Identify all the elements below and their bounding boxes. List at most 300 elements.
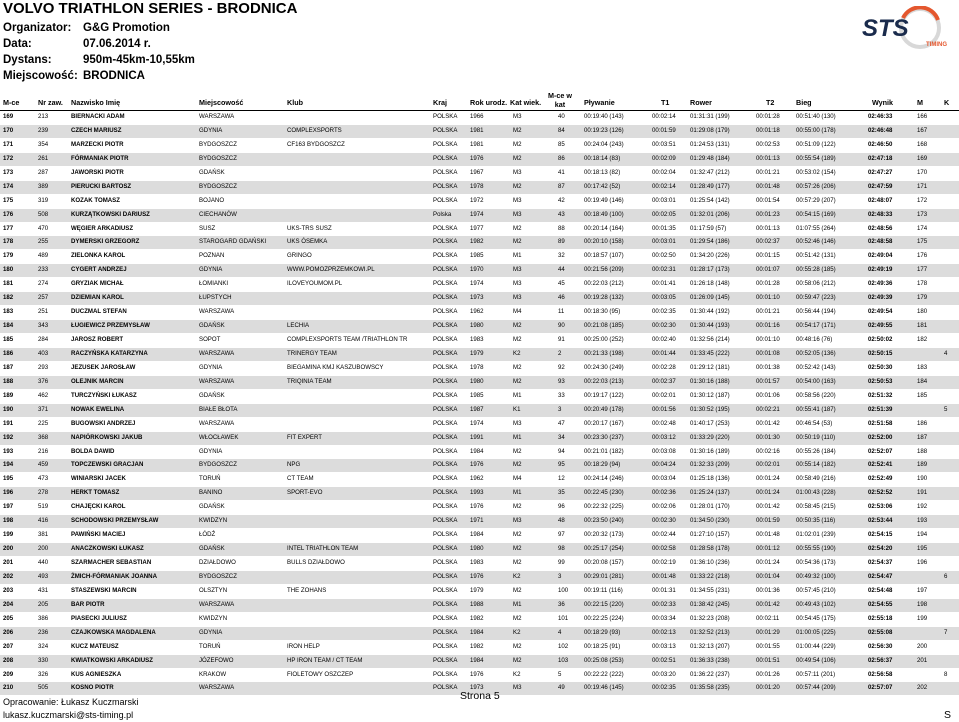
cell-run: 00:49:32 (100) (796, 572, 836, 580)
table-row (0, 209, 959, 223)
cell-result: 02:49:19 (868, 266, 893, 274)
cell-t2: 00:01:10 (756, 336, 780, 343)
cell-bike: 01:32:23 (208) (690, 614, 730, 622)
cell-category: M1 (513, 391, 522, 399)
header-category: Kat wiek. (510, 98, 542, 107)
cell-bib: 255 (38, 238, 49, 246)
cell-men-place: 182 (917, 336, 928, 343)
cell-place: 197 (3, 503, 14, 511)
cell-country: POLSKA (433, 322, 458, 330)
cell-category-place: 42 (558, 196, 565, 204)
cell-bike: 01:30:16 (189) (690, 447, 730, 455)
cell-result: 02:54:37 (868, 559, 893, 566)
cell-city: JÓZEFOWO (199, 656, 234, 664)
cell-category: M2 (513, 363, 522, 371)
cell-city: GDAŃSK (199, 168, 225, 176)
cell-place: 196 (3, 489, 14, 497)
cell-t2: 00:01:42 (756, 600, 780, 608)
cell-year: 1985 (470, 252, 484, 260)
cell-result: 02:57:07 (868, 684, 893, 692)
cell-name: RACZYŃSKA KATARZYNA (71, 349, 148, 357)
cell-result: 02:54:15 (868, 531, 893, 539)
cell-result: 02:55:18 (868, 614, 893, 622)
cell-category: M3 (513, 294, 522, 302)
cell-category: M2 (513, 503, 522, 511)
cell-place: 194 (3, 461, 14, 469)
cell-category: M1 (513, 252, 522, 260)
cell-club: GRINGO (287, 252, 312, 260)
cell-t2: 00:01:10 (756, 294, 780, 302)
cell-t2: 00:01:04 (756, 572, 780, 580)
cell-place: 187 (3, 363, 14, 371)
cell-t2: 00:01:48 (756, 182, 780, 190)
table-row (0, 139, 959, 153)
cell-club: HP IRON TEAM / CT TEAM (287, 656, 363, 664)
cell-year: 1976 (470, 572, 484, 580)
header-country: Kraj (433, 98, 447, 107)
cell-bib: 216 (38, 447, 49, 455)
results-table (0, 111, 959, 696)
cell-category-place: 45 (558, 280, 565, 288)
cell-club: INTEL TRIATHLON TEAM (287, 545, 359, 553)
cell-bike: 01:28:17 (173) (690, 266, 730, 274)
cell-men-place: 175 (917, 238, 928, 246)
cell-club: IRON HELP (287, 642, 320, 650)
cell-bike: 01:32:33 (209) (690, 461, 730, 469)
cell-category-place: 47 (558, 419, 565, 427)
cell-name: BAR PIOTR (71, 600, 105, 608)
cell-year: 1984 (470, 656, 484, 664)
cell-city: BYDGOSZCZ (199, 461, 237, 469)
cell-bib: 274 (38, 280, 49, 288)
cell-result: 02:48:07 (868, 196, 893, 204)
cell-bib: 213 (38, 113, 49, 120)
cell-city: ŁÓDŹ (199, 531, 216, 539)
cell-t2: 00:01:21 (756, 168, 780, 176)
cell-run: 00:57:29 (207) (796, 196, 836, 204)
cell-club: SPORT-EVO (287, 489, 323, 497)
cell-bib: 431 (38, 586, 49, 594)
cell-category: M3 (513, 684, 522, 692)
cell-category: M2 (513, 656, 522, 664)
cell-t1: 00:02:51 (652, 656, 676, 664)
cell-place: 198 (3, 517, 14, 525)
cell-t1: 00:02:04 (652, 168, 676, 176)
cell-bike: 01:29:08 (179) (690, 126, 730, 134)
cell-swim: 00:18:57 (107) (584, 252, 624, 260)
cell-category: M1 (513, 600, 522, 608)
cell-country: POLSKA (433, 419, 458, 427)
cell-category-place: 102 (558, 642, 569, 650)
cell-name: FÓRMANIAK PIOTR (71, 154, 129, 162)
cell-year: 1966 (470, 113, 484, 120)
cell-result: 02:47:59 (868, 182, 893, 190)
table-row (0, 627, 959, 641)
cell-t2: 00:02:53 (756, 140, 780, 148)
cell-year: 1970 (470, 266, 484, 274)
cell-result: 02:51:32 (868, 391, 893, 399)
cell-city: WARSZAWA (199, 113, 235, 120)
cell-category-place: 101 (558, 614, 569, 622)
table-row (0, 167, 959, 181)
cell-bike: 01:24:53 (131) (690, 140, 730, 148)
header-city: Miejscowość (199, 98, 244, 107)
cell-t1: 00:02:35 (652, 308, 676, 316)
cell-bike: 01:28:01 (170) (690, 503, 730, 511)
cell-city: WARSZAWA (199, 419, 235, 427)
cell-name: PIASECKI JULIUSZ (71, 614, 127, 622)
cell-category: M2 (513, 531, 522, 539)
cell-city: BYDGOSZCZ (199, 154, 237, 162)
cell-name: SCHODOWSKI PRZEMYSŁAW (71, 517, 159, 525)
cell-place: 186 (3, 349, 14, 357)
cell-t1: 00:04:24 (652, 461, 676, 469)
cell-t2: 00:02:16 (756, 447, 780, 455)
table-row (0, 557, 959, 571)
cell-t1: 00:02:31 (652, 266, 676, 274)
cell-place: 188 (3, 377, 14, 385)
cell-run: 00:50:35 (116) (796, 517, 836, 525)
cell-t1: 00:03:04 (652, 475, 676, 483)
cell-city: GDAŃSK (199, 503, 225, 511)
cell-t2: 00:02:01 (756, 461, 780, 469)
cell-result: 02:56:37 (868, 656, 893, 664)
cell-bib: 233 (38, 266, 49, 274)
cell-result: 02:54:47 (868, 572, 893, 580)
cell-place: 173 (3, 168, 14, 176)
table-row (0, 515, 959, 529)
cell-men-place: 187 (917, 433, 928, 441)
cell-year: 1972 (470, 196, 484, 204)
cell-run: 00:55:26 (184) (796, 447, 836, 455)
cell-women-place: 7 (944, 628, 948, 636)
cell-category-place: 3 (558, 572, 562, 580)
cell-t2: 00:01:59 (756, 517, 780, 525)
cell-result: 02:52:49 (868, 475, 893, 483)
cell-swim: 00:25:17 (254) (584, 545, 624, 553)
table-row (0, 543, 959, 557)
cell-category: K2 (513, 572, 521, 580)
cell-country: POLSKA (433, 545, 458, 553)
cell-result: 02:48:56 (868, 224, 893, 232)
cell-year: 1982 (470, 642, 484, 650)
table-row (0, 125, 959, 139)
cell-year: 1987 (470, 405, 484, 413)
header-year: Rok urodz. (470, 98, 508, 107)
cell-category-place: 96 (558, 503, 565, 511)
cell-bib: 508 (38, 210, 49, 218)
cell-result: 02:46:33 (868, 113, 893, 120)
cell-category-place: 93 (558, 377, 565, 385)
cell-bike: 01:28:58 (178) (690, 545, 730, 553)
cell-place: 206 (3, 628, 14, 636)
cell-bib: 403 (38, 349, 49, 357)
cell-bike: 01:34:20 (226) (690, 252, 730, 260)
cell-category-place: 97 (558, 531, 565, 539)
cell-bib: 239 (38, 126, 49, 134)
cell-category: M2 (513, 140, 522, 148)
table-row (0, 446, 959, 460)
cell-name: KUS AGNIESZKA (71, 670, 122, 678)
cell-run: 00:56:44 (194) (796, 308, 836, 316)
cell-swim: 00:19:17 (122) (584, 391, 624, 399)
cell-t1: 00:02:05 (652, 210, 676, 218)
cell-t1: 00:03:05 (652, 294, 676, 302)
cell-swim: 00:18:29 (93) (584, 628, 621, 636)
cell-name: JEZUSEK JAROSŁAW (71, 363, 136, 371)
cell-country: POLSKA (433, 126, 458, 134)
cell-swim: 00:20:32 (173) (584, 531, 624, 539)
table-row (0, 459, 959, 473)
cell-swim: 00:22:32 (225) (584, 503, 624, 511)
cell-category: K2 (513, 670, 521, 678)
cell-year: 1980 (470, 322, 484, 330)
cell-city: GDAŃSK (199, 545, 225, 553)
cell-bib: 284 (38, 336, 49, 343)
cell-category-place: 46 (558, 294, 565, 302)
cell-bike: 01:27:10 (157) (690, 531, 730, 539)
cell-men-place: 177 (917, 266, 928, 274)
cell-category-place: 89 (558, 238, 565, 246)
table-row (0, 613, 959, 627)
cell-run: 00:54:36 (173) (796, 559, 836, 566)
cell-swim: 00:23:30 (237) (584, 433, 624, 441)
cell-name: TOPCZEWSKI GRACJAN (71, 461, 144, 469)
table-row (0, 487, 959, 501)
cell-t2: 00:01:57 (756, 377, 780, 385)
cell-year: 1971 (470, 517, 484, 525)
cell-year: 1982 (470, 614, 484, 622)
cell-year: 1962 (470, 475, 484, 483)
cell-bib: 462 (38, 391, 49, 399)
cell-t2: 00:01:55 (756, 642, 780, 650)
cell-country: POLSKA (433, 336, 458, 343)
cell-run: 00:48:16 (76) (796, 336, 833, 343)
cell-club: WWW.POMOZPRZEMKOWI.PL (287, 266, 375, 274)
cell-category: M2 (513, 545, 522, 553)
cell-t2: 00:01:12 (756, 545, 780, 553)
cell-run: 00:55:55 (190) (796, 545, 836, 553)
cell-t2: 00:01:16 (756, 322, 780, 330)
cell-country: POLSKA (433, 531, 458, 539)
cell-t2: 00:01:28 (756, 280, 780, 288)
cell-country: POLSKA (433, 140, 458, 148)
cell-men-place: 201 (917, 656, 928, 664)
cell-t1: 00:02:36 (652, 489, 676, 497)
cell-place: 195 (3, 475, 14, 483)
cell-bib: 470 (38, 224, 49, 232)
cell-name: KOSNO PIOTR (71, 684, 114, 692)
cell-category: M1 (513, 433, 522, 441)
table-row (0, 404, 959, 418)
cell-category: M2 (513, 559, 522, 566)
cell-swim: 00:24:14 (246) (584, 475, 624, 483)
cell-city: BYDGOSZCZ (199, 140, 237, 148)
cell-category: M2 (513, 154, 522, 162)
cell-bib: 278 (38, 489, 49, 497)
table-row (0, 571, 959, 585)
cell-country: POLSKA (433, 238, 458, 246)
cell-bib: 354 (38, 140, 49, 148)
cell-year: 1976 (470, 503, 484, 511)
cell-t1: 00:03:12 (652, 433, 676, 441)
cell-bike: 01:25:24 (137) (690, 489, 730, 497)
cell-category: M2 (513, 126, 522, 134)
cell-bib: 200 (38, 545, 49, 553)
table-row (0, 362, 959, 376)
cell-bike: 01:30:44 (192) (690, 308, 730, 316)
cell-result: 02:53:44 (868, 517, 893, 525)
cell-year: 1979 (470, 349, 484, 357)
table-row (0, 473, 959, 487)
header-run: Bieg (796, 98, 812, 107)
cell-bike: 01:35:58 (235) (690, 684, 730, 692)
table-row (0, 641, 959, 655)
cell-name: HERKT TOMASZ (71, 489, 120, 497)
cell-name: CYGERT ANDRZEJ (71, 266, 127, 274)
cell-name: STASZEWSKI MARCIN (71, 586, 137, 594)
cell-place: 199 (3, 531, 14, 539)
cell-place: 169 (3, 113, 14, 120)
cell-year: 1976 (470, 154, 484, 162)
cell-country: POLSKA (433, 628, 458, 636)
cell-place: 170 (3, 126, 14, 134)
header-men-place: M (917, 98, 923, 107)
cell-bib: 287 (38, 168, 49, 176)
cell-city: OLSZTYN (199, 586, 228, 594)
page-number: Strona 5 (460, 690, 500, 702)
cell-category-place: 49 (558, 684, 565, 692)
cell-swim: 00:29:01 (281) (584, 572, 624, 580)
cell-category: M2 (513, 642, 522, 650)
cell-category-place: 43 (558, 210, 565, 218)
cell-category-place: 44 (558, 266, 565, 274)
table-row (0, 418, 959, 432)
cell-swim: 00:22:15 (220) (584, 600, 624, 608)
cell-country: POLSKA (433, 600, 458, 608)
cell-women-place: 8 (944, 670, 948, 678)
cell-name: PAWIŃSKI MACIEJ (71, 531, 126, 539)
cell-club: UKS-TRS SUSZ (287, 224, 332, 232)
cell-result: 02:52:52 (868, 489, 893, 497)
cell-city: BYDGOSZCZ (199, 572, 237, 580)
cell-men-place: 189 (917, 461, 928, 469)
cell-club: TRINERGY TEAM (287, 349, 337, 357)
cell-country: POLSKA (433, 684, 458, 692)
table-row (0, 236, 959, 250)
cell-country: POLSKA (433, 168, 458, 176)
table-row (0, 529, 959, 543)
cell-city: GDYNIA (199, 628, 223, 636)
cell-t1: 00:03:51 (652, 140, 676, 148)
cell-run: 00:59:47 (223) (796, 294, 836, 302)
cell-country: POLSKA (433, 349, 458, 357)
cell-men-place: 188 (917, 447, 928, 455)
cell-men-place: 195 (917, 545, 928, 553)
cell-name: ŻMICH-FÓRMANIAK JOANNA (71, 572, 157, 580)
cell-place: 207 (3, 642, 14, 650)
table-row (0, 250, 959, 264)
cell-year: 1976 (470, 461, 484, 469)
cell-country: POLSKA (433, 572, 458, 580)
header-place: M-ce (3, 98, 20, 107)
cell-name: NOWAK EWELINA (71, 405, 125, 413)
cell-city: WARSZAWA (199, 377, 235, 385)
cell-result: 02:50:30 (868, 363, 893, 371)
cell-place: 200 (3, 545, 14, 553)
cell-category: M3 (513, 419, 522, 427)
cell-city: GDYNIA (199, 447, 223, 455)
cell-bike: 01:30:52 (195) (690, 405, 730, 413)
cell-country: POLSKA (433, 656, 458, 664)
cell-name: BIERNACKI ADAM (71, 113, 125, 120)
cell-year: 1980 (470, 377, 484, 385)
cell-result: 02:56:30 (868, 642, 893, 650)
cell-run: 00:54:15 (169) (796, 210, 836, 218)
cell-result: 02:56:58 (868, 670, 893, 678)
cell-place: 185 (3, 336, 14, 343)
cell-run: 00:54:45 (175) (796, 614, 836, 622)
cell-category: M2 (513, 586, 522, 594)
cell-men-place: 185 (917, 391, 928, 399)
cell-year: 1984 (470, 447, 484, 455)
cell-category: M1 (513, 489, 522, 497)
cell-result: 02:49:54 (868, 308, 893, 316)
cell-place: 182 (3, 294, 14, 302)
cell-men-place: 197 (917, 586, 928, 594)
cell-result: 02:53:06 (868, 503, 893, 511)
cell-run: 00:46:54 (53) (796, 419, 833, 427)
cell-city: SUSZ (199, 224, 216, 232)
cell-swim: 00:20:49 (178) (584, 405, 624, 413)
cell-t1: 00:02:28 (652, 363, 676, 371)
cell-result: 02:49:36 (868, 280, 893, 288)
cell-name: KURZĄTKOWSKI DARIUSZ (71, 210, 150, 218)
cell-category: M3 (513, 113, 522, 120)
cell-category: M2 (513, 447, 522, 455)
cell-club: NPG (287, 461, 301, 469)
cell-city: WARSZAWA (199, 684, 235, 692)
cell-city: GDYNIA (199, 363, 223, 371)
cell-bib: 330 (38, 656, 49, 664)
header-t1: T1 (661, 98, 670, 107)
cell-year: 1973 (470, 684, 484, 692)
cell-t1: 00:03:34 (652, 614, 676, 622)
cell-bib: 205 (38, 600, 49, 608)
cell-category: M3 (513, 168, 522, 176)
cell-place: 174 (3, 182, 14, 190)
cell-bike: 01:40:17 (253) (690, 419, 730, 427)
cell-category: M3 (513, 517, 522, 525)
cell-bike: 01:38:42 (245) (690, 600, 730, 608)
cell-result: 02:54:20 (868, 545, 893, 553)
cell-bike: 01:30:12 (187) (690, 391, 730, 399)
cell-t2: 00:01:29 (756, 628, 780, 636)
cell-t1: 00:01:31 (652, 586, 676, 594)
cell-run: 01:00:05 (225) (796, 628, 836, 636)
cell-name: DUCZMAL STEFAN (71, 308, 127, 316)
cell-men-place: 200 (917, 642, 928, 650)
cell-run: 01:07:55 (264) (796, 224, 836, 232)
cell-year: 1974 (470, 419, 484, 427)
cell-year: 1981 (470, 126, 484, 134)
cell-country: POLSKA (433, 363, 458, 371)
cell-bib: 381 (38, 531, 49, 539)
cell-place: 178 (3, 238, 14, 246)
cell-run: 01:02:01 (239) (796, 531, 836, 539)
cell-city: CIECHANÓW (199, 210, 237, 218)
cell-result: 02:54:55 (868, 600, 893, 608)
